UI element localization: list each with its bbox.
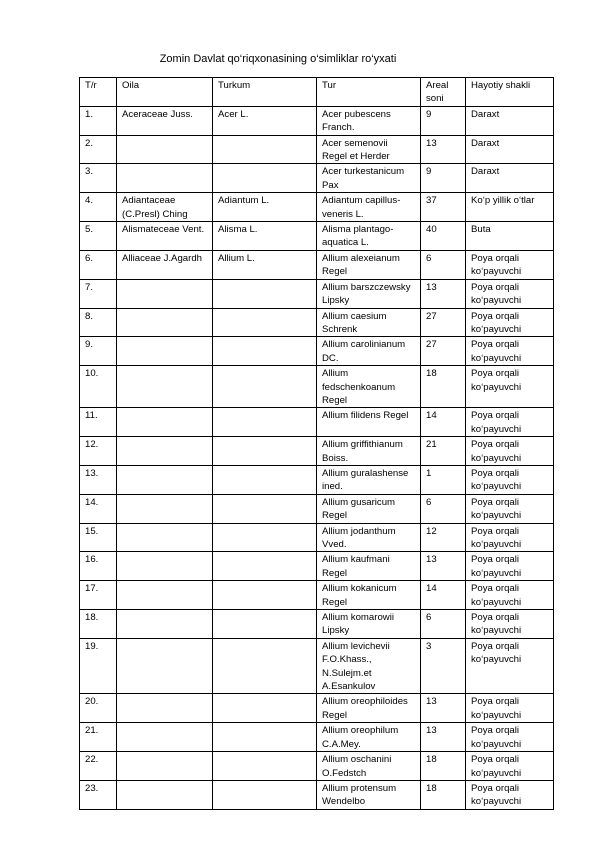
table-row (80, 610, 554, 639)
cell-area-count: 9 (421, 106, 466, 135)
table-row (80, 250, 554, 279)
cell-family (117, 494, 213, 523)
table-body (80, 106, 554, 809)
cell-genus: Adiantum L. (213, 193, 317, 222)
cell-genus (213, 610, 317, 639)
table-row (80, 337, 554, 366)
cell-area-count: 6 (421, 250, 466, 279)
cell-family (117, 552, 213, 581)
cell-life-form: Poya orqali ko‘payuvchi (466, 494, 554, 523)
cell-species: Allium levichevii F.O.Khass., N.Sulejm.et A.Esankulov (317, 638, 421, 694)
cell-family: Alismateceae Vent. (117, 222, 213, 251)
cell-area-count: 13 (421, 552, 466, 581)
cell-number: 19. (80, 638, 117, 694)
table-row (80, 222, 554, 251)
cell-species: Acer turkestanicum Pax (317, 164, 421, 193)
cell-species: Allium guralashense ined. (317, 465, 421, 494)
cell-genus (213, 337, 317, 366)
column-header-life-form: Hayotiy shakli (466, 78, 554, 107)
cell-number: 22. (80, 752, 117, 781)
cell-life-form: Poya orqali ko‘payuvchi (466, 308, 554, 337)
table-row (80, 552, 554, 581)
cell-area-count: 6 (421, 494, 466, 523)
cell-area-count: 18 (421, 752, 466, 781)
cell-number: 16. (80, 552, 117, 581)
cell-genus (213, 408, 317, 437)
cell-area-count: 12 (421, 523, 466, 552)
cell-species: Allium oschanini O.Fedstch (317, 752, 421, 781)
cell-species: Allium komarowii Lipsky (317, 610, 421, 639)
cell-family (117, 780, 213, 809)
cell-family (117, 308, 213, 337)
table-row (80, 308, 554, 337)
cell-life-form: Buta (466, 222, 554, 251)
cell-family (117, 581, 213, 610)
cell-species: Allium kokanicum Regel (317, 581, 421, 610)
cell-genus (213, 523, 317, 552)
column-header-genus: Turkum (213, 78, 317, 107)
cell-family: Adiantaceae (C.Presl) Ching (117, 193, 213, 222)
cell-area-count: 18 (421, 366, 466, 408)
cell-genus (213, 279, 317, 308)
cell-area-count: 13 (421, 279, 466, 308)
cell-number: 3. (80, 164, 117, 193)
table-row (80, 523, 554, 552)
cell-genus (213, 135, 317, 164)
table-row (80, 723, 554, 752)
cell-life-form: Poya orqali ko‘payuvchi (466, 437, 554, 466)
cell-number: 5. (80, 222, 117, 251)
cell-number: 7. (80, 279, 117, 308)
cell-number: 9. (80, 337, 117, 366)
cell-life-form: Poya orqali ko‘payuvchi (466, 638, 554, 694)
table-row (80, 780, 554, 809)
table-row (80, 494, 554, 523)
cell-number: 8. (80, 308, 117, 337)
cell-number: 2. (80, 135, 117, 164)
cell-number: 12. (80, 437, 117, 466)
cell-genus (213, 366, 317, 408)
cell-genus: Acer L. (213, 106, 317, 135)
cell-species: Allium filidens Regel (317, 408, 421, 437)
cell-life-form: Poya orqali ko‘payuvchi (466, 694, 554, 723)
cell-life-form: Poya orqali ko‘payuvchi (466, 408, 554, 437)
cell-species: Allium jodanthum Vved. (317, 523, 421, 552)
cell-family: Alliaceae J.Agardh (117, 250, 213, 279)
table-row (80, 193, 554, 222)
cell-family (117, 694, 213, 723)
cell-species: Allium barszczewsky Lipsky (317, 279, 421, 308)
cell-number: 18. (80, 610, 117, 639)
cell-area-count: 40 (421, 222, 466, 251)
cell-area-count: 14 (421, 581, 466, 610)
cell-genus (213, 694, 317, 723)
table-row (80, 437, 554, 466)
cell-life-form: Ko‘p yillik o‘tlar (466, 193, 554, 222)
cell-family (117, 408, 213, 437)
table-row (80, 106, 554, 135)
cell-area-count: 13 (421, 723, 466, 752)
cell-area-count: 18 (421, 780, 466, 809)
column-header-area-count: Areal soni (421, 78, 466, 107)
cell-life-form: Poya orqali ko‘payuvchi (466, 581, 554, 610)
cell-number: 6. (80, 250, 117, 279)
cell-species: Allium griffithianum Boiss. (317, 437, 421, 466)
cell-number: 17. (80, 581, 117, 610)
cell-family (117, 135, 213, 164)
cell-genus: Allium L. (213, 250, 317, 279)
cell-area-count: 27 (421, 337, 466, 366)
cell-species: Allium caesium Schrenk (317, 308, 421, 337)
cell-genus (213, 752, 317, 781)
cell-family (117, 164, 213, 193)
table-row (80, 694, 554, 723)
column-header-family: Oila (117, 78, 213, 107)
cell-number: 11. (80, 408, 117, 437)
cell-area-count: 13 (421, 135, 466, 164)
cell-life-form: Poya orqali ko‘payuvchi (466, 523, 554, 552)
cell-life-form: Poya orqali ko‘payuvchi (466, 337, 554, 366)
column-header-species: Tur (317, 78, 421, 107)
cell-genus (213, 437, 317, 466)
cell-genus (213, 638, 317, 694)
column-header-number: T/r (80, 78, 117, 107)
cell-family (117, 638, 213, 694)
page-title: Zomin Davlat qo‘riqxonasining o‘simliklar ro‘yxati (159, 53, 397, 65)
cell-life-form: Daraxt (466, 164, 554, 193)
cell-life-form: Poya orqali ko‘payuvchi (466, 780, 554, 809)
cell-life-form: Poya orqali ko‘payuvchi (466, 610, 554, 639)
cell-species: Adiantum capillus-veneris L. (317, 193, 421, 222)
cell-family (117, 723, 213, 752)
cell-life-form: Daraxt (466, 106, 554, 135)
cell-number: 14. (80, 494, 117, 523)
cell-area-count: 37 (421, 193, 466, 222)
cell-genus (213, 494, 317, 523)
cell-number: 4. (80, 193, 117, 222)
cell-life-form: Poya orqali ko‘payuvchi (466, 366, 554, 408)
cell-area-count: 14 (421, 408, 466, 437)
cell-family: Aceraceae Juss. (117, 106, 213, 135)
cell-life-form: Poya orqali ko‘payuvchi (466, 465, 554, 494)
table-header-row (80, 78, 554, 107)
cell-area-count: 6 (421, 610, 466, 639)
table-row (80, 164, 554, 193)
cell-life-form: Poya orqali ko‘payuvchi (466, 279, 554, 308)
table-row (80, 581, 554, 610)
cell-number: 15. (80, 523, 117, 552)
cell-family (117, 437, 213, 466)
species-table (79, 77, 554, 810)
cell-genus (213, 164, 317, 193)
cell-life-form: Poya orqali ko‘payuvchi (466, 723, 554, 752)
cell-area-count: 9 (421, 164, 466, 193)
cell-area-count: 21 (421, 437, 466, 466)
cell-genus (213, 581, 317, 610)
cell-family (117, 279, 213, 308)
cell-family (117, 366, 213, 408)
table-row (80, 638, 554, 694)
cell-species: Allium gusaricum Regel (317, 494, 421, 523)
cell-number: 21. (80, 723, 117, 752)
cell-genus (213, 465, 317, 494)
table-row (80, 752, 554, 781)
cell-life-form: Poya orqali ko‘payuvchi (466, 552, 554, 581)
cell-genus (213, 780, 317, 809)
cell-family (117, 752, 213, 781)
cell-species: Allium carolinianum DC. (317, 337, 421, 366)
cell-area-count: 1 (421, 465, 466, 494)
cell-number: 23. (80, 780, 117, 809)
cell-species: Allium protensum Wendelbo (317, 780, 421, 809)
cell-species: Allium oreophilum C.A.Mey. (317, 723, 421, 752)
table-row (80, 408, 554, 437)
cell-life-form: Poya orqali ko‘payuvchi (466, 752, 554, 781)
cell-species: Allium fedschenkoanum Regel (317, 366, 421, 408)
table-row (80, 135, 554, 164)
table-row (80, 279, 554, 308)
cell-number: 1. (80, 106, 117, 135)
cell-area-count: 3 (421, 638, 466, 694)
cell-life-form: Poya orqali ko‘payuvchi (466, 250, 554, 279)
cell-species: Alisma plantago-aquatica L. (317, 222, 421, 251)
cell-family (117, 610, 213, 639)
cell-life-form: Daraxt (466, 135, 554, 164)
cell-area-count: 13 (421, 694, 466, 723)
cell-species: Allium alexeianum Regel (317, 250, 421, 279)
cell-number: 13. (80, 465, 117, 494)
cell-number: 10. (80, 366, 117, 408)
cell-area-count: 27 (421, 308, 466, 337)
cell-genus (213, 723, 317, 752)
cell-genus: Alisma L. (213, 222, 317, 251)
cell-number: 20. (80, 694, 117, 723)
cell-family (117, 337, 213, 366)
cell-family (117, 523, 213, 552)
cell-species: Allium kaufmani Regel (317, 552, 421, 581)
cell-genus (213, 308, 317, 337)
cell-species: Allium oreophiloides Regel (317, 694, 421, 723)
cell-genus (213, 552, 317, 581)
cell-species: Acer pubescens Franch. (317, 106, 421, 135)
table-row (80, 465, 554, 494)
cell-species: Acer semenovii Regel et Herder (317, 135, 421, 164)
cell-family (117, 465, 213, 494)
table-row (80, 366, 554, 408)
